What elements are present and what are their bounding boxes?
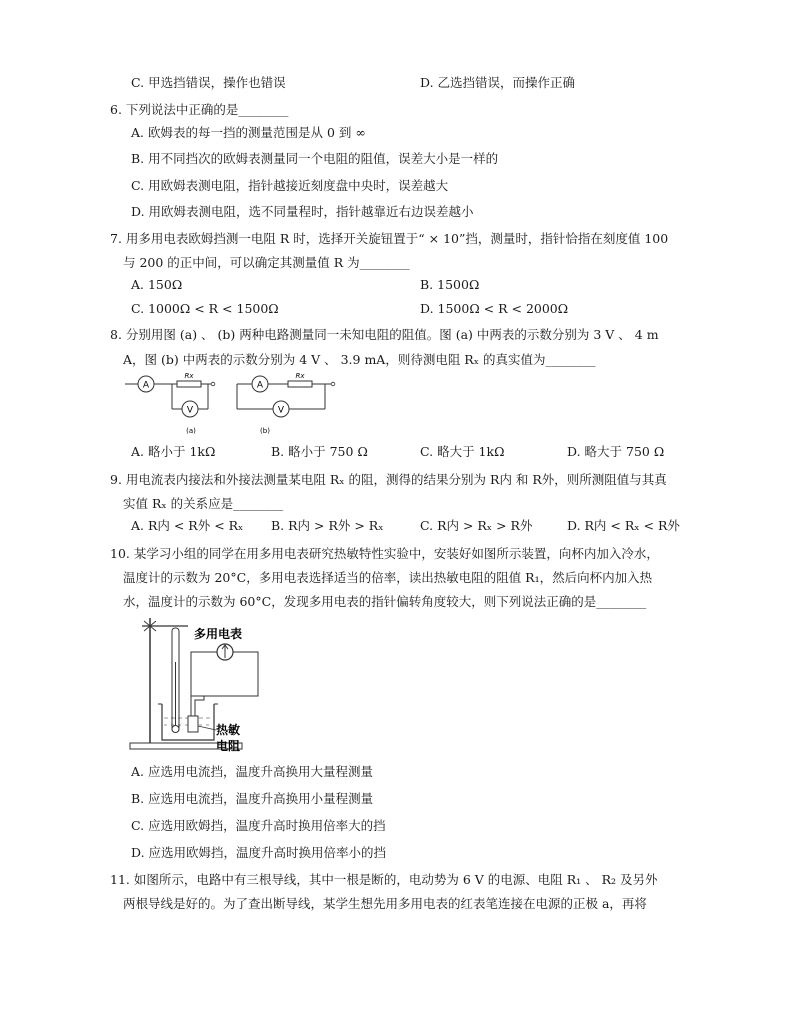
q10-option-d: D. 应选用欧姆挡，温度升高时换用倍率小的挡 xyxy=(131,845,387,860)
q8-option-c: C. 略大于 1kΩ xyxy=(420,444,505,459)
q8-b-ammeter-label: A xyxy=(256,380,264,391)
q9-stem-line2: 实值 Rₓ 的关系应是________ xyxy=(123,496,284,511)
q8-a-resistor-label: Rx xyxy=(184,372,194,380)
q9-option-b: B. R内 > R外 > Rₓ xyxy=(271,518,384,533)
q8-a-voltmeter-label: V xyxy=(186,405,194,416)
q8-a-ammeter-label: A xyxy=(142,380,150,391)
q7-option-d: D. 1500Ω < R < 2000Ω xyxy=(420,301,569,316)
q10-option-a: A. 应选用电流挡，温度升高换用大量程测量 xyxy=(131,764,373,779)
q10-stem-line1: 10. 某学习小组的同学在用多用电表研究热敏特性实验中，安装好如图所示装置，向杯内加入冷水， xyxy=(110,546,659,561)
q5-option-c: C. 甲选挡错误，操作也错误 xyxy=(131,75,286,90)
q5-option-d: D. 乙选挡错误，而操作正确 xyxy=(420,75,576,90)
q9-option-a: A. R内 < R外 < Rₓ xyxy=(131,518,244,533)
q8-option-b: B. 略小于 750 Ω xyxy=(271,444,368,459)
q8-fig-b-label: (b) xyxy=(260,427,270,435)
q11-stem-line1: 11. 如图所示，电路中有三根导线，其中一根是断的，电动势为 6 V 的电源、电阻 R₁ 、 R₂ 及另外 xyxy=(110,872,658,887)
q10-option-b: B. 应选用电流挡，温度升高换用小量程测量 xyxy=(131,791,374,806)
q6-option-c: C. 用欧姆表测电阻，指针越接近刻度盘中央时，误差越大 xyxy=(131,178,449,193)
q6-option-a: A. 欧姆表的每一挡的测量范围是从 0 到 ∞ xyxy=(131,125,366,140)
thermistor-label-1: 热敏 xyxy=(216,723,241,737)
q7-stem-line2: 与 200 的正中间，可以确定其测量值 R 为________ xyxy=(123,255,410,270)
multimeter-label: 多用电表 xyxy=(194,627,243,641)
q7-option-c: C. 1000Ω < R < 1500Ω xyxy=(131,301,279,316)
q6-option-d: D. 用欧姆表测电阻，选不同量程时，指针越靠近右边误差越小 xyxy=(131,204,474,219)
q8-fig-a-label: (a) xyxy=(186,427,196,435)
q9-option-c: C. R内 > Rₓ > R外 xyxy=(420,518,533,533)
q9-stem-line1: 9. 用电流表内接法和外接法测量某电阻 Rₓ 的阻，测得的结果分别为 R内 和 R外，则所测阻值与其真 xyxy=(110,472,667,487)
q8-circuit-b xyxy=(237,372,335,435)
q10-stem-line3: 水，温度计的示数为 60°C，发现多用电表的指针偏转角度较大，则下列说法正确的是________ xyxy=(123,594,647,609)
q8-b-voltmeter-label: V xyxy=(277,405,285,416)
thermistor xyxy=(188,716,198,732)
q7-option-a: A. 150Ω xyxy=(131,277,183,292)
q10-option-c: C. 应选用欧姆挡，温度升高时换用倍率大的挡 xyxy=(131,818,386,833)
q8-stem-line1: 8. 分别用图 (a) 、 (b) 两种电路测量同一未知电阻的阻值。图 (a) 中两表的示数分别为 3 V 、 4 m xyxy=(110,327,659,342)
thermistor-label-2: 电阻 xyxy=(216,739,241,753)
q7-stem-line1: 7. 用多用电表欧姆挡测一电阻 R 时，选择开关旋钮置于“ × 10”挡，测量时，指针恰指在刻度值 100 xyxy=(110,231,669,246)
q6-option-b: B. 用不同挡次的欧姆表测量同一个电阻的阻值，误差大小是一样的 xyxy=(131,151,499,166)
q8-stem-line2: A，图 (b) 中两表的示数分别为 4 V 、 3.9 mA，则待测电阻 Rₓ 的真实值为________ xyxy=(123,352,596,367)
q9-option-d: D. R内 < Rₓ < R外 xyxy=(567,518,680,533)
q6-stem: 6. 下列说法中正确的是________ xyxy=(110,102,289,117)
q11-stem-line2: 两根导线是好的。为了查出断导线，某学生想先用多用电表的红表笔连接在电源的正极 a，再将 xyxy=(123,896,647,911)
q10-apparatus-figure xyxy=(128,612,278,760)
q8-b-resistor-label: Rx xyxy=(295,372,305,380)
q7-option-b: B. 1500Ω xyxy=(420,277,480,292)
q10-stem-line2: 温度计的示数为 20°C，多用电表选择适当的倍率，读出热敏电阻的阻值 R₁，然后向杯内加入热 xyxy=(123,570,653,585)
q8-circuit-figures xyxy=(125,372,340,440)
q8-option-a: A. 略小于 1kΩ xyxy=(131,444,216,459)
q8-a-resistor xyxy=(177,381,201,387)
q8-circuit-a xyxy=(125,372,215,435)
q8-b-resistor xyxy=(288,381,312,387)
q8-option-d: D. 略大于 750 Ω xyxy=(567,444,665,459)
